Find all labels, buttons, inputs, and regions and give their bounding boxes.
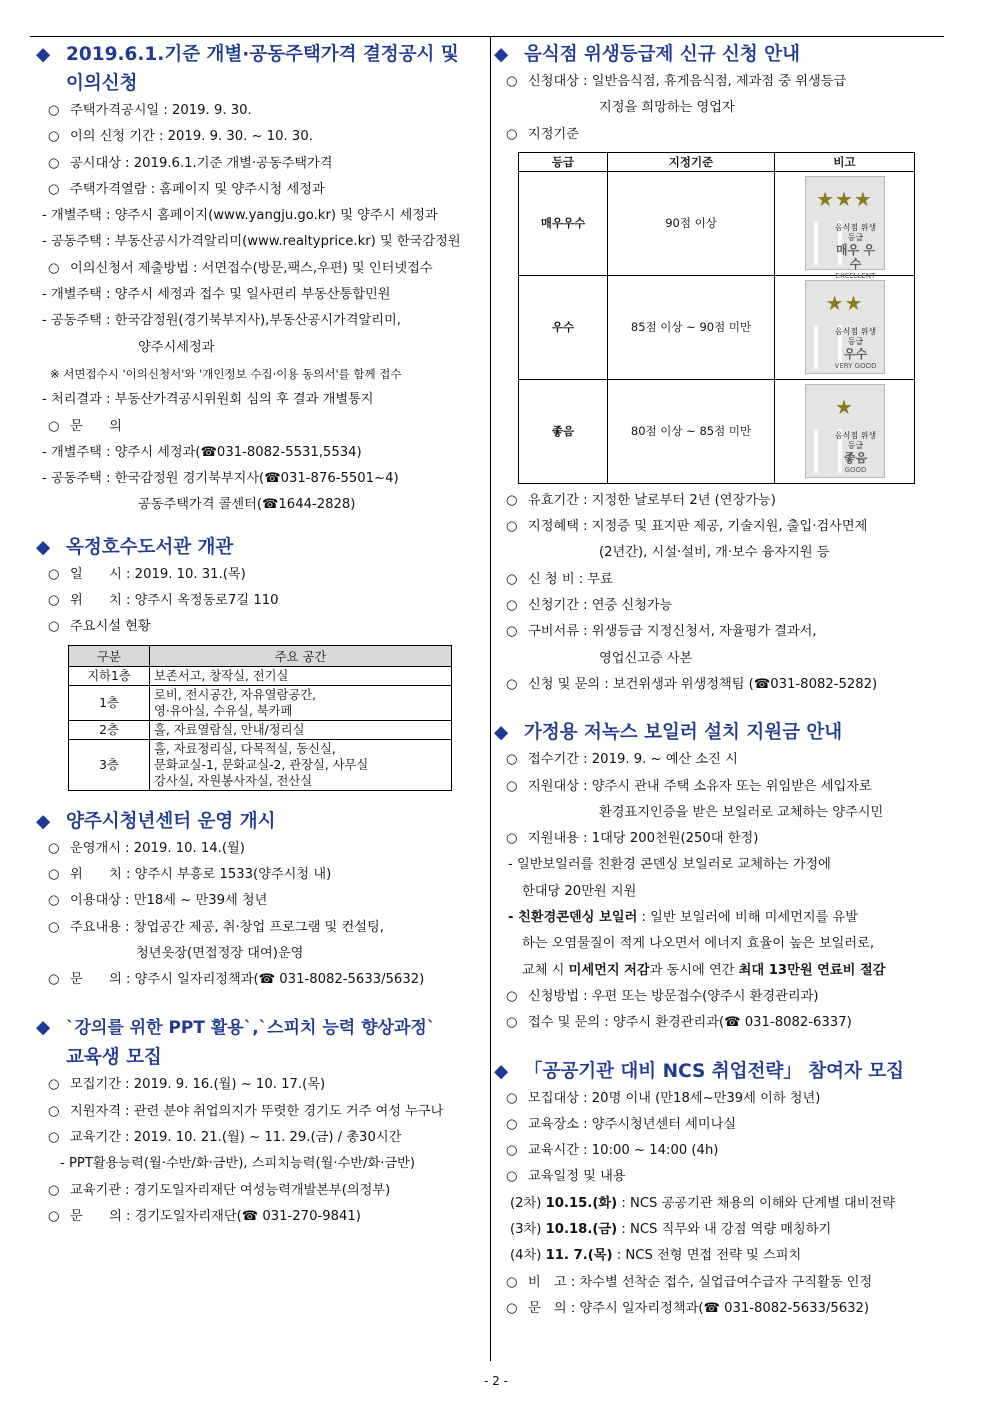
youth-item-cont: 청년옷장(면접정장 대여)운영 — [136, 945, 304, 961]
housing-item: ○ 주택가격공시일 : 2019. 9. 30. — [36, 98, 486, 124]
housing-subitem: - 처리결과 : 부동산가격공시위원회 심의 후 결과 개별통지 — [42, 392, 374, 408]
diamond-icon: ◆ — [494, 1060, 509, 1082]
housing-subitem: - 공동주택 : 한국감정원 경기북부지사(☎031-876-5501~4) — [42, 471, 399, 487]
hygiene-item-cont: 영업신고증 사본 — [599, 650, 693, 666]
boiler-subitem: - 일반보일러를 친환경 콘덴싱 보일러로 교체하는 가정에 — [508, 857, 831, 873]
criteria-cell: 80점 이상 ~ 85점 미만 — [608, 379, 775, 483]
hygiene-item: ○ 유효기간 : 지정한 날로부터 2년 (연장가능) — [494, 488, 944, 514]
ppt-subitem: - PPT활용능력(월·수반/화·금반), 스피치능력(월·수반/화·금반) — [60, 1156, 416, 1172]
boiler-item: ○ 접수 및 문의 : 양주시 환경관리과(☎ 031-8082-6337) — [494, 1010, 944, 1036]
table-header-row — [69, 645, 452, 666]
hygiene-badge-image: ★★★ 음식점 위생등급 매우 우수 EXCELLENT — [805, 176, 885, 270]
circle-bullet-icon: ○ — [48, 593, 60, 609]
circle-bullet-icon: ○ — [506, 778, 518, 794]
circle-bullet-icon: ○ — [48, 181, 60, 197]
circle-bullet-icon: ○ — [48, 566, 60, 582]
youth-section — [36, 807, 486, 994]
floor-cell: 2층 — [69, 720, 150, 739]
ncs-item: ○ 교육시간 : 10:00 ~ 14:00 (4h) — [494, 1138, 944, 1164]
housing-subitem: - 개별주택 : 양주시 홈페이지(www.yangju.go.kr) 및 양주시 세정과 — [42, 208, 438, 224]
floor-cell: 1층 — [69, 685, 150, 720]
column-divider — [490, 36, 491, 1361]
housing-subitem: - 개별주택 : 양주시 세정과(☎031-8082-5531,5534) — [42, 444, 362, 460]
housing-subitem: - 공동주택 : 한국감정원(경기북부지사),부동산공시가격알리미, — [42, 313, 401, 329]
housing-title: ◆ 2019.6.1.기준 개별·공동주택가격 결정공시 및 이의신청 — [36, 40, 486, 98]
housing-item: ○ 이의신청서 제출방법 : 서면접수(방문,팩스,우편) 및 인터넷접수 — [36, 256, 486, 282]
circle-bullet-icon: ○ — [506, 752, 518, 768]
hygiene-title: ◆ 음식점 위생등급제 신규 신청 안내 — [494, 40, 944, 69]
housing-note: ※ 서면접수시 '이의신청서'와 '개인정보 수집·이용 동의서'를 함께 접수 — [50, 366, 402, 381]
table-row — [519, 171, 915, 275]
diamond-icon: ◆ — [36, 536, 51, 558]
boiler-subitem: - 친환경콘덴싱 보일러 : 일반 보일러에 비해 미세먼지를 유발 — [508, 910, 858, 926]
circle-bullet-icon: ○ — [506, 74, 518, 89]
diamond-icon: ◆ — [494, 44, 509, 65]
youth-item: ○ 위 치 : 양주시 부흥로 1533(양주시청 내) — [36, 862, 486, 888]
ppt-item: ○ 교육기관 : 경기도일자리재단 여성능력개발본부(의정부) — [36, 1178, 486, 1204]
table-header: 등급 — [519, 152, 608, 171]
ncs-schedule: (2차) 10.15.(화) : NCS 공공기관 채용의 이해와 단계별 대비전략 — [510, 1195, 895, 1211]
circle-bullet-icon: ○ — [506, 624, 518, 640]
boiler-section — [494, 718, 944, 1036]
circle-bullet-icon: ○ — [506, 1090, 518, 1106]
circle-bullet-icon: ○ — [506, 1169, 518, 1185]
circle-bullet-icon: ○ — [506, 492, 518, 508]
hygiene-item-cont: (2년간), 시설·설비, 개·보수 융자지원 등 — [599, 545, 830, 561]
hygiene-section — [494, 40, 944, 698]
circle-bullet-icon: ○ — [48, 619, 60, 635]
circle-bullet-icon: ○ — [506, 598, 518, 614]
housing-item: ○ 이의 신청 기간 : 2019. 9. 30. ~ 10. 30. — [36, 124, 486, 150]
table-row — [69, 720, 452, 739]
diamond-icon: ◆ — [36, 810, 51, 832]
hygiene-item: ○ 신청기간 : 연중 신청가능 — [494, 593, 944, 619]
table-header: 구분 — [69, 645, 150, 666]
housing-subitem-cont: 공동주택가격 콜센터(☎1644-2828) — [138, 497, 356, 513]
circle-bullet-icon: ○ — [506, 676, 518, 692]
circle-bullet-icon: ○ — [48, 866, 60, 882]
boiler-item-cont: 환경표지인증을 받은 보일러로 교체하는 양주시민 — [599, 804, 884, 820]
hygiene-item: ○ 신 청 비 : 무료 — [494, 567, 944, 593]
boiler-subitem-cont: 한대당 20만원 지원 — [522, 883, 637, 899]
circle-bullet-icon: ○ — [506, 1274, 518, 1290]
housing-subitem: - 개별주택 : 양주시 세정과 접수 및 일사편리 부동산통합민원 — [42, 287, 391, 303]
ncs-item: ○ 비 고 : 차수별 선착순 접수, 실업급여수급자 구직활동 인정 — [494, 1270, 944, 1296]
boiler-item: ○ 지원내용 : 1대당 200천원(250대 한정) — [494, 826, 944, 852]
top-rule — [30, 36, 944, 37]
table-row — [69, 739, 452, 790]
star-icon: ★★ — [825, 291, 864, 316]
circle-bullet-icon: ○ — [506, 1300, 518, 1316]
ncs-item: ○ 교육장소 : 양주시청년센터 세미나실 — [494, 1112, 944, 1138]
ncs-item: ○ 모집대상 : 20명 이내 (만18세~만39세 이하 청년) — [494, 1086, 944, 1112]
library-item: ○ 주요시설 현황 — [36, 614, 486, 640]
badge-cell — [775, 171, 915, 281]
youth-item: ○ 문 의 : 양주시 일자리정책과(☎ 031-8082-5633/5632) — [36, 967, 486, 993]
grade-table — [518, 152, 915, 484]
circle-bullet-icon: ○ — [48, 972, 60, 988]
right-column — [494, 40, 944, 1322]
circle-bullet-icon: ○ — [506, 126, 518, 142]
table-header: 주요 공간 — [150, 645, 452, 666]
circle-bullet-icon: ○ — [48, 1182, 60, 1198]
youth-title: ◆ 양주시청년센터 운영 개시 — [36, 807, 486, 836]
space-cell: 홀, 자료정리실, 다목적실, 동신실, 문화교실-1, 문화교실-2, 관장실, 사무실 강사실, 자원봉사자실, 전산실 — [150, 739, 452, 790]
youth-item: ○ 주요내용 : 창업공간 제공, 취·창업 프로그램 및 컨설팅, — [36, 915, 486, 941]
floor-cell: 지하1층 — [69, 666, 150, 685]
housing-item: ○ 공시대상 : 2019.6.1.기준 개별·공동주택가격 — [36, 151, 486, 177]
table-header-row — [519, 152, 915, 171]
table-header: 비고 — [775, 152, 915, 171]
circle-bullet-icon: ○ — [48, 418, 60, 434]
ppt-section — [36, 1013, 486, 1230]
star-icon: ★ — [835, 395, 854, 420]
ppt-item: ○ 문 의 : 경기도일자리재단(☎ 031-270-9841) — [36, 1204, 486, 1230]
hygiene-item: ○ 신청 및 문의 : 보건위생과 위생정책팀 (☎031-8082-5282) — [494, 672, 944, 698]
facility-table — [68, 645, 452, 791]
ncs-item: ○ 교육일정 및 내용 — [494, 1164, 944, 1190]
table-row — [69, 666, 452, 685]
ncs-title: ◆ 「공공기관 대비 NCS 취업전략」 참여자 모집 — [494, 1057, 944, 1086]
library-title: ◆ 옥정호수도서관 개관 — [36, 533, 486, 562]
diamond-icon: ◆ — [36, 44, 51, 65]
ncs-item: ○ 문 의 : 양주시 일자리정책과(☎ 031-8082-5633/5632) — [494, 1296, 944, 1322]
circle-bullet-icon: ○ — [506, 519, 518, 535]
diamond-icon: ◆ — [494, 722, 509, 744]
criteria-cell: 85점 이상 ~ 90점 미만 — [608, 275, 775, 379]
circle-bullet-icon: ○ — [48, 1130, 60, 1146]
table-row — [519, 275, 915, 379]
boiler-item: ○ 신청방법 : 우편 또는 방문접수(양주시 환경관리과) — [494, 984, 944, 1010]
boiler-item: ○ 접수기간 : 2019. 9. ~ 예산 소진 시 — [494, 747, 944, 773]
circle-bullet-icon: ○ — [48, 893, 60, 909]
ncs-schedule: (4차) 11. 7.(목) : NCS 전형 면접 전략 및 스피치 — [510, 1248, 802, 1264]
ncs-section — [494, 1057, 944, 1323]
circle-bullet-icon: ○ — [48, 1208, 60, 1224]
circle-bullet-icon: ○ — [506, 571, 518, 587]
housing-item: ○ 문 의 — [36, 414, 486, 440]
floor-cell: 3층 — [69, 739, 150, 790]
badge-cell — [775, 379, 915, 483]
left-column — [36, 40, 486, 1230]
library-item: ○ 위 치 : 양주시 옥정동로7길 110 — [36, 588, 486, 614]
housing-section — [36, 40, 486, 519]
circle-bullet-icon: ○ — [48, 260, 60, 276]
ppt-title: ◆ `강의를 위한 PPT 활용`,`스피치 능력 향상과정` 교육생 모집 — [36, 1013, 486, 1072]
boiler-subitem-cont: 하는 오염물질이 적게 나오면서 에너지 효율이 높은 보일러로, — [522, 936, 875, 952]
boiler-title: ◆ 가정용 저녹스 보일러 설치 지원금 안내 — [494, 718, 944, 747]
library-section — [36, 533, 486, 791]
grade-cell: 좋음 — [519, 379, 608, 483]
hygiene-item-cont: 지정을 희망하는 영업자 — [599, 100, 735, 116]
hygiene-badge-image: ★★ 음식점 위생등급 우수 VERY GOOD — [805, 280, 885, 374]
boiler-subitem-cont: 교체 시 미세먼지 저감과 동시에 연간 최대 13만원 연료비 절감 — [522, 962, 886, 978]
star-icon: ★★★ — [816, 187, 873, 212]
space-cell: 홀, 자료열람실, 안내/정리실 — [150, 720, 452, 739]
circle-bullet-icon: ○ — [506, 1143, 518, 1159]
circle-bullet-icon: ○ — [48, 1077, 60, 1093]
ppt-item: ○ 교육기간 : 2019. 10. 21.(월) ~ 11. 29.(금) / 총30시간 — [36, 1125, 486, 1151]
circle-bullet-icon: ○ — [48, 1103, 60, 1119]
circle-bullet-icon: ○ — [48, 155, 60, 171]
hygiene-item: ○ 지정혜택 : 지정증 및 표지판 제공, 기술지원, 출입·검사면제 — [494, 514, 944, 540]
diamond-icon: ◆ — [36, 1017, 51, 1039]
ncs-schedule: (3차) 10.18.(금) : NCS 직무와 내 강점 역량 매칭하기 — [510, 1222, 832, 1238]
criteria-cell: 90점 이상 — [608, 171, 775, 275]
space-cell: 보존서고, 창작실, 전기실 — [150, 666, 452, 685]
housing-subitem-cont: 양주시세정과 — [138, 339, 215, 355]
space-cell: 로비, 전시공간, 자유열람공간, 영·유아실, 수유실, 북카페 — [150, 685, 452, 720]
grade-cell: 매우우수 — [519, 171, 608, 275]
housing-subitem: - 공동주택 : 부동산공시가격알리미(www.realtyprice.kr) 및 한국감정원 — [42, 234, 461, 250]
library-item: ○ 일 시 : 2019. 10. 31.(목) — [36, 562, 486, 588]
housing-item: ○ 주택가격열람 : 홈페이지 및 양주시청 세정과 — [36, 177, 486, 203]
hygiene-badge-image: ★ 음식점 위생등급 좋음 GOOD — [805, 384, 885, 478]
circle-bullet-icon: ○ — [506, 988, 518, 1004]
circle-bullet-icon: ○ — [506, 1015, 518, 1031]
page-number: - 2 - — [484, 1374, 508, 1388]
hygiene-item: ○ 신청대상 : 일반음식점, 휴게음식점, 제과점 중 위생등급 — [494, 69, 944, 95]
youth-item: ○ 이용대상 : 만18세 ~ 만39세 청년 — [36, 888, 486, 914]
ppt-item: ○ 모집기간 : 2019. 9. 16.(월) ~ 10. 17.(목) — [36, 1072, 486, 1098]
circle-bullet-icon: ○ — [506, 1116, 518, 1132]
grade-cell: 우수 — [519, 275, 608, 379]
table-row — [69, 685, 452, 720]
badge-cell — [775, 275, 915, 379]
table-header: 지정기준 — [608, 152, 775, 171]
hygiene-item: ○ 지정기준 — [494, 122, 944, 148]
circle-bullet-icon: ○ — [48, 129, 60, 145]
table-row — [519, 379, 915, 483]
circle-bullet-icon: ○ — [48, 840, 60, 856]
boiler-item: ○ 지원대상 : 양주시 관내 주택 소유자 또는 위임받은 세입자로 — [494, 774, 944, 800]
youth-item: ○ 운영개시 : 2019. 10. 14.(월) — [36, 836, 486, 862]
circle-bullet-icon: ○ — [506, 831, 518, 847]
circle-bullet-icon: ○ — [48, 103, 60, 118]
hygiene-item: ○ 구비서류 : 위생등급 지정신청서, 자율평가 결과서, — [494, 619, 944, 645]
circle-bullet-icon: ○ — [48, 919, 60, 935]
ppt-item: ○ 지원자격 : 관련 분야 취업의지가 뚜렷한 경기도 거주 여성 누구나 — [36, 1099, 486, 1125]
